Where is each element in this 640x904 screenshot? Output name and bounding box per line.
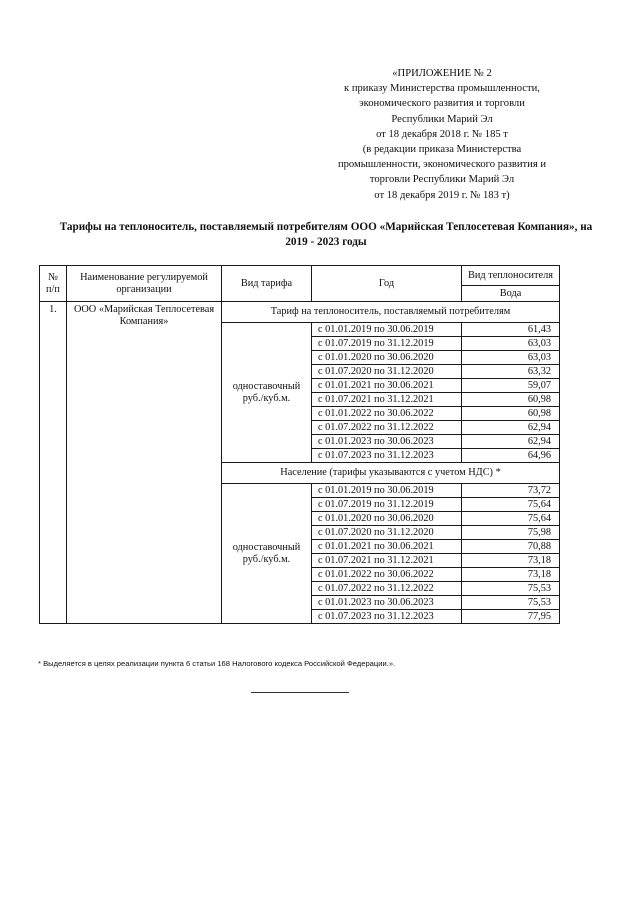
tariff-table-body — [40, 266, 560, 624]
header-water: Вода — [462, 286, 560, 302]
period-cell: с 01.07.2020 по 31.12.2020 — [312, 526, 462, 540]
value-cell: 61,43 — [462, 323, 560, 337]
value-cell: 73,18 — [462, 554, 560, 568]
period-cell: с 01.07.2020 по 31.12.2020 — [312, 365, 462, 379]
period-cell: с 01.01.2019 по 30.06.2019 — [312, 323, 462, 337]
value-cell: 59,07 — [462, 379, 560, 393]
period-cell: с 01.07.2023 по 31.12.2023 — [312, 449, 462, 463]
period-cell: с 01.07.2019 по 31.12.2019 — [312, 498, 462, 512]
tariff-type: одноставочный руб./куб.м. — [222, 484, 312, 624]
tariff-type: одноставочный руб./куб.м. — [222, 323, 312, 463]
appendix-line: Республики Марий Эл — [391, 113, 493, 125]
section-title: Население (тарифы указываются с учетом НДС) * — [222, 463, 560, 484]
row-number: 1. — [40, 302, 67, 624]
section-row — [40, 302, 560, 323]
value-cell: 62,94 — [462, 435, 560, 449]
period-cell: с 01.07.2019 по 31.12.2019 — [312, 337, 462, 351]
organization-name: ООО «Марийская Теплосетевая Компания» — [67, 302, 222, 624]
header-tariff-type: Вид тарифа — [222, 266, 312, 302]
value-cell: 63,03 — [462, 337, 560, 351]
appendix-line: торговли Республики Марий Эл — [369, 174, 515, 186]
value-cell: 73,18 — [462, 568, 560, 582]
separator-line — [251, 692, 349, 693]
appendix-line: экономического развития и торговли — [359, 98, 525, 110]
appendix-line: (в редакции приказа Министерства — [362, 144, 522, 156]
period-cell: с 01.01.2020 по 30.06.2020 — [312, 512, 462, 526]
value-cell: 60,98 — [462, 407, 560, 421]
value-cell: 63,03 — [462, 351, 560, 365]
period-cell: с 01.07.2021 по 31.12.2021 — [312, 393, 462, 407]
appendix-header — [318, 66, 566, 203]
header-carrier: Вид теплоносителя — [462, 266, 560, 286]
value-cell: 75,53 — [462, 596, 560, 610]
period-cell: с 01.01.2023 по 30.06.2023 — [312, 596, 462, 610]
document-title: Тарифы на теплоноситель, поставляемый потребителям ООО «Марийская Теплосетевая Компания», на 2019 - 2023 годы — [59, 221, 593, 248]
value-cell: 60,98 — [462, 393, 560, 407]
value-cell: 64,96 — [462, 449, 560, 463]
header-row — [40, 266, 560, 286]
value-cell: 70,88 — [462, 540, 560, 554]
period-cell: с 01.01.2023 по 30.06.2023 — [312, 435, 462, 449]
period-cell: с 01.07.2023 по 31.12.2023 — [312, 610, 462, 624]
appendix-line: к приказу Министерства промышленности, — [344, 83, 540, 95]
value-cell: 77,95 — [462, 610, 560, 624]
tariff-table — [39, 265, 560, 624]
value-cell: 75,98 — [462, 526, 560, 540]
header-org: Наименование регулируемой организации — [67, 266, 222, 302]
value-cell: 73,72 — [462, 484, 560, 498]
value-cell: 63,32 — [462, 365, 560, 379]
value-cell: 75,53 — [462, 582, 560, 596]
period-cell: с 01.01.2022 по 30.06.2022 — [312, 568, 462, 582]
appendix-line: от 18 декабря 2018 г. № 185 т — [376, 128, 508, 140]
header-num: № п/п — [40, 266, 67, 302]
value-cell: 75,64 — [462, 498, 560, 512]
period-cell: с 01.01.2020 по 30.06.2020 — [312, 351, 462, 365]
footnote: * Выделяется в целях реализации пункта 6 статьи 168 Налогового кодекса Российской Федерации.». — [38, 659, 396, 668]
value-cell: 75,64 — [462, 512, 560, 526]
section-title: Тариф на теплоноситель, поставляемый потребителям — [222, 302, 560, 323]
period-cell: с 01.01.2021 по 30.06.2021 — [312, 379, 462, 393]
appendix-line: промышленности, экономического развития и — [337, 159, 547, 171]
header-year: Год — [312, 266, 462, 302]
appendix-line: от 18 декабря 2019 г. № 183 т) — [374, 189, 510, 201]
period-cell: с 01.07.2022 по 31.12.2022 — [312, 582, 462, 596]
period-cell: с 01.07.2022 по 31.12.2022 — [312, 421, 462, 435]
period-cell: с 01.07.2021 по 31.12.2021 — [312, 554, 462, 568]
appendix-line: «ПРИЛОЖЕНИЕ № 2 — [392, 68, 492, 79]
period-cell: с 01.01.2022 по 30.06.2022 — [312, 407, 462, 421]
value-cell: 62,94 — [462, 421, 560, 435]
period-cell: с 01.01.2019 по 30.06.2019 — [312, 484, 462, 498]
period-cell: с 01.01.2021 по 30.06.2021 — [312, 540, 462, 554]
